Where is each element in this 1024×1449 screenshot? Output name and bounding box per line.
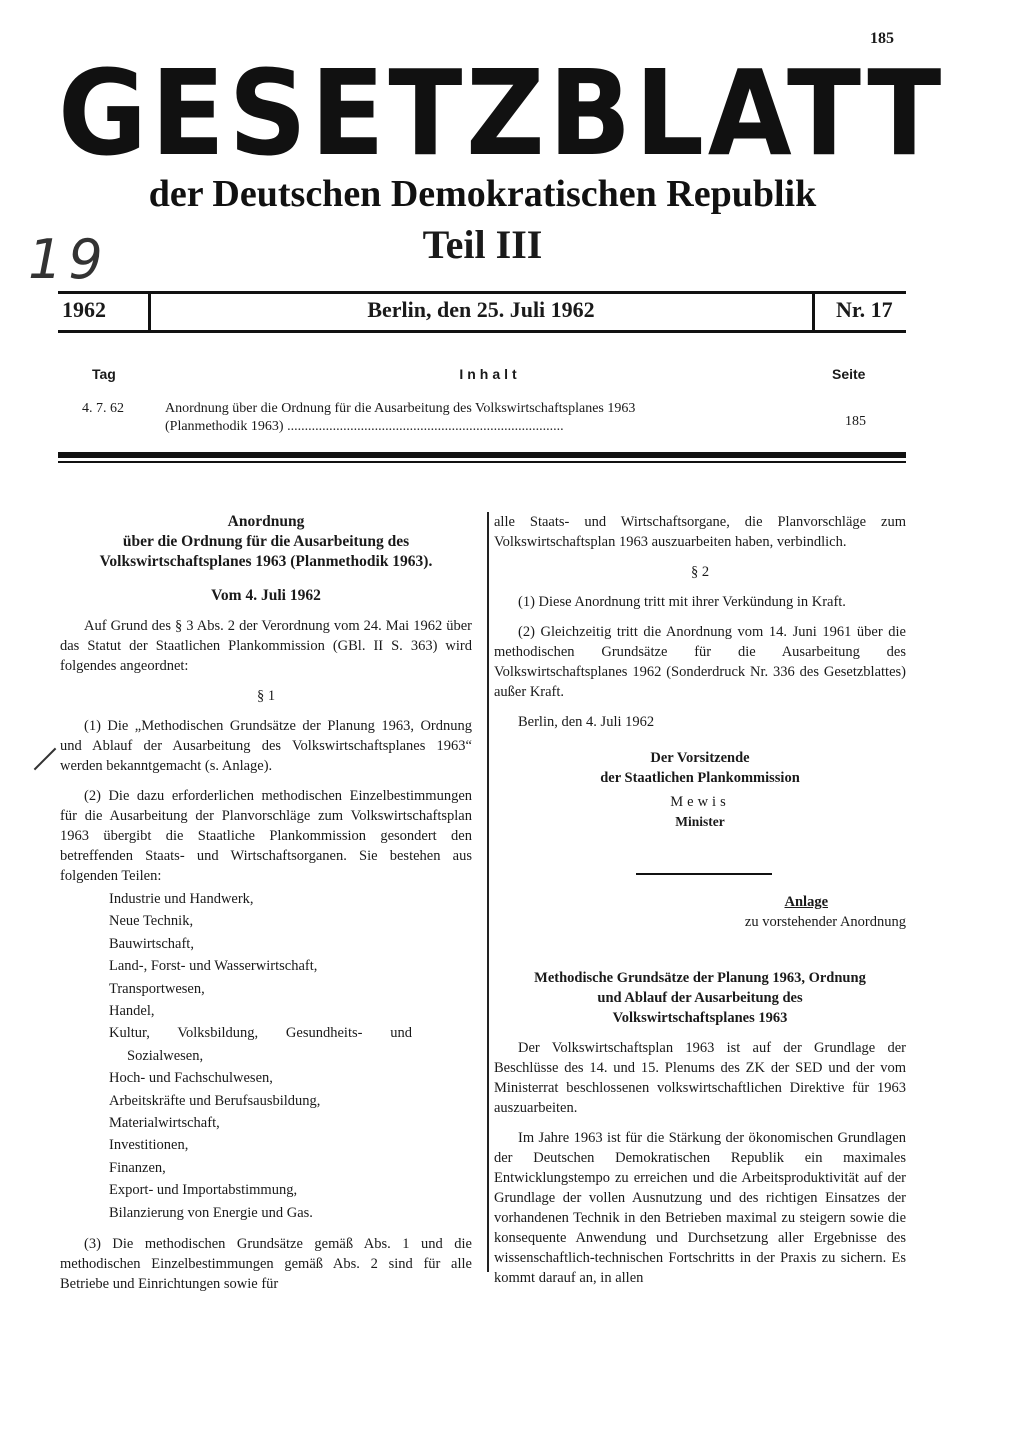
header-year: 1962 — [62, 297, 106, 322]
annex-title: Anlage — [784, 894, 828, 910]
annex-block — [494, 892, 906, 1298]
list-item: Industrie und Handwerk, — [109, 891, 254, 907]
masthead-subtitle: der Deutschen Demokratischen Republik — [148, 173, 817, 215]
list-item: Land-, Forst- und Wasserwirtschaft, — [109, 958, 318, 975]
annex-subtitle: zu vorstehender Anordnung — [744, 914, 906, 930]
signatory-role: Minister — [675, 814, 725, 829]
right-column — [494, 512, 906, 832]
section-1-heading: § 1 — [256, 688, 276, 704]
decree-intro: Auf Grund des § 3 Abs. 2 der Verordnung vom 24. Mai 1962 über das Statut der Staatlichen Plankommission (GBl. II S. 363) wird folgendes angeordnet: — [60, 618, 472, 674]
list-item: Investitionen, — [109, 1137, 189, 1154]
signature-place-date: Berlin, den 4. Juli 1962 — [518, 714, 655, 730]
list-item: Kultur, Volksbildung, Gesundheits- und Sozialwesen, — [109, 1025, 412, 1064]
toc-entry-line2: (Planmethodik 1963) ............................................................................... — [165, 419, 564, 434]
toc-column-title: Inhalt — [459, 366, 521, 382]
signature-rule — [636, 873, 772, 875]
column-divider — [487, 512, 489, 1272]
list-item: Finanzen, — [109, 1159, 166, 1176]
signatory-title-2: der Staatlichen Plankommission — [600, 770, 800, 786]
list-item: Handel, — [109, 1003, 155, 1020]
toc-rule-thin — [58, 461, 906, 463]
continuation-text: alle Staats- und Wirtschaftsorgane, die Planvorschläge zum Volkswirtschaftsplan 1963 auszuarbeiten haben, verbindlich. — [494, 514, 906, 550]
header-rule-top — [58, 291, 906, 294]
header-rule-bottom — [58, 330, 906, 333]
parts-list — [60, 888, 472, 1224]
annex-heading: Methodische Grundsätze der Planung 1963, Ordnung und Ablauf der Ausarbeitung des Volkswirtschaftsplanes 1963 — [534, 970, 866, 1026]
toc-entry-page: 185 — [845, 414, 866, 429]
list-item: Export- und Importabstimmung, — [109, 1182, 298, 1199]
toc-entry-line1: Anordnung über die Ordnung für die Ausarbeitung des Volkswirtschaftsplanes 1963 — [165, 401, 636, 416]
header-place-date: Berlin, den 25. Juli 1962 — [367, 297, 595, 322]
left-column — [60, 512, 472, 1304]
toc-entry-text — [165, 400, 805, 436]
signatory-name: Mewis — [670, 794, 730, 810]
list-item: Neue Technik, — [109, 913, 194, 930]
section-1-para-2: (2) Die dazu erforderlichen methodischen Einzelbestimmungen für die Ausarbeitung der Planvorschläge zum Volkswirtschaftsplan 1963 übergibt die Staatliche Plankommission gesondert den betreffenden Staats- und Wirtschaftsorganen. Sie bestehen aus folgenden Teilen: — [60, 788, 472, 884]
list-item: Hoch- und Fachschulwesen, — [109, 1070, 273, 1087]
header-issue-number: Nr. 17 — [836, 297, 893, 322]
section-2-heading: § 2 — [690, 564, 710, 580]
decree-heading: Anordnung — [227, 513, 305, 530]
toc-column-page: Seite — [832, 366, 866, 382]
page-number: 185 — [870, 30, 894, 47]
list-item: Bauwirtschaft, — [109, 935, 194, 952]
annex-para-1: Der Volkswirtschaftsplan 1963 ist auf der Grundlage der Beschlüsse des 14. und 15. Plenums des ZK der SED und der vom Ministerrat beschlossenen volkswirtschaftlichen Direktive für 1963 auszuarbeiten. — [494, 1040, 906, 1116]
toc-column-day: Tag — [92, 366, 116, 382]
section-1-para-1: (1) Die „Methodischen Grundsätze der Planung 1963, Ordnung und Ablauf der Ausarbeitung des Volkswirtschaftsplanes 1963“ werden bekanntgemacht (s. Anlage). — [60, 718, 472, 774]
list-item: Materialwirtschaft, — [109, 1115, 220, 1132]
decree-subheading: über die Ordnung für die Ausarbeitung des Volkswirtschaftsplanes 1963 (Planmethodik 1963). — [99, 533, 433, 570]
margin-mark — [34, 748, 57, 771]
section-1-para-3: (3) Die methodischen Grundsätze gemäß Abs. 1 und die methodischen Einzelbestimmungen gemäß Abs. 2 sind für alle Betriebe und Einrichtungen sowie für — [60, 1236, 472, 1293]
list-item: Arbeitskräfte und Berufsausbildung, — [109, 1092, 321, 1109]
toc-entry-date: 4. 7. 62 — [82, 401, 124, 416]
masthead-part: Teil III — [422, 222, 543, 267]
section-2-para-1: (1) Diese Anordnung tritt mit ihrer Verkündung in Kraft. — [518, 594, 846, 610]
annex-para-2: Im Jahre 1963 ist für die Stärkung der ökonomischen Grundlagen der Deutschen Demokratischen Republik ein maximales Entwicklungstempo zu erreichen und die Arbeitsproduktivität auf der Grundlage der vollen Ausnutzung und des richtigen Einsatzes der vorhandenen Technik in den Betrieben maximal zu steigern sowie die konsequente Anwendung und Durchsetzung aller Ergebnisse des wissenschaftlich-technischen Fortschritts in der Praxis zu sichern. Es kommt darauf an, in allen — [494, 1130, 906, 1286]
header-divider-right — [812, 291, 815, 333]
list-item: Transportwesen, — [109, 980, 205, 997]
list-item: Bilanzierung von Energie und Gas. — [109, 1204, 313, 1221]
signatory-title-1: Der Vorsitzende — [650, 750, 750, 766]
masthead-title: GESETZBLATT — [58, 44, 945, 182]
decree-date: Vom 4. Juli 1962 — [211, 587, 321, 604]
handwritten-note: 19 — [28, 228, 109, 291]
toc-rule-thick — [58, 452, 906, 458]
section-2-para-2: (2) Gleichzeitig tritt die Anordnung vom 14. Juni 1961 über die methodischen Grundsätze für die Ausarbeitung des Volkswirtschaftsplanes 1962 (Sonderdruck Nr. 336 des Gesetzblattes) außer Kraft. — [494, 624, 906, 700]
